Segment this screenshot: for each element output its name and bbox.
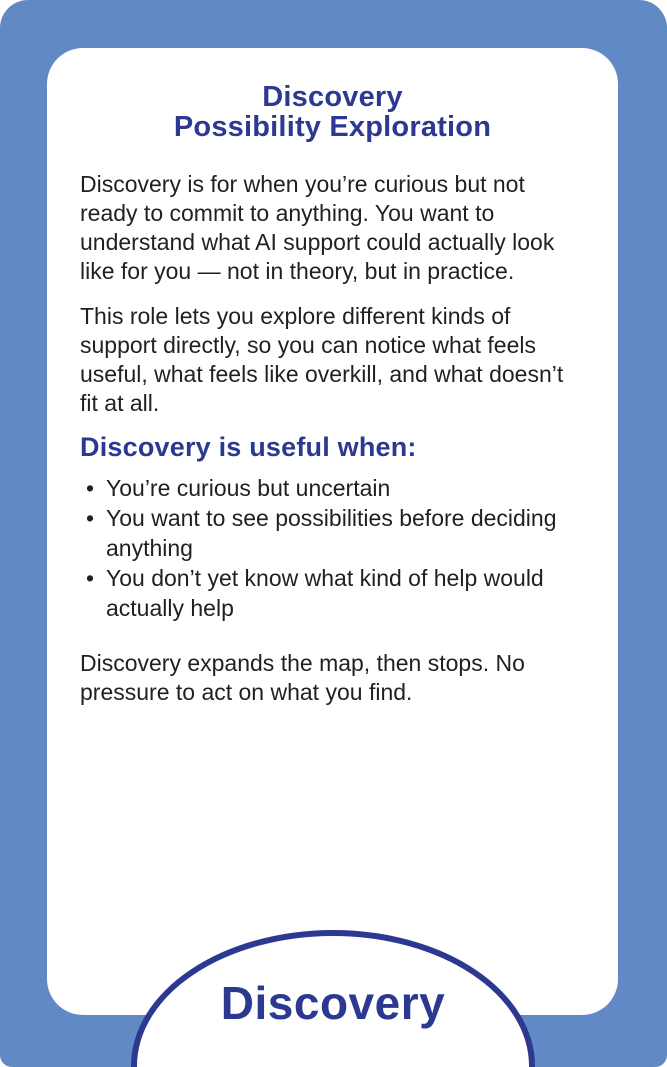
list-item-text: You don’t yet know what kind of help would actually help [106, 565, 544, 621]
bullet-dot-icon: • [86, 565, 95, 591]
closing-paragraph: Discovery expands the map, then stops. No pressure to act on what you find. [80, 650, 525, 705]
card-name-label: Discovery [220, 977, 446, 1029]
list-item-text: You’re curious but uncertain [106, 475, 391, 501]
card-face [47, 48, 618, 1015]
intro-paragraph: Discovery is for when you’re curious but not ready to commit to anything. You want to understand what AI support could actually look like for you — not in theory, but in practice. [80, 171, 555, 284]
card-title-role: Discovery [262, 81, 403, 113]
card-title [80, 82, 585, 142]
list-item [80, 473, 585, 503]
role-paragraph: This role lets you explore different kinds of support directly, so you can notice what feels useful, what feels like overkill, and what doesn’t fit at all. [80, 303, 564, 416]
useful-when-heading: Discovery is useful when: [80, 432, 417, 462]
bullet-dot-icon: • [86, 505, 95, 531]
useful-when-list [80, 473, 585, 623]
list-item [80, 563, 585, 623]
card-title-subtitle: Possibility Exploration [173, 111, 492, 143]
list-item-text: You want to see possibilities before deciding anything [106, 505, 557, 561]
bullet-dot-icon: • [86, 475, 95, 501]
list-item [80, 503, 585, 563]
